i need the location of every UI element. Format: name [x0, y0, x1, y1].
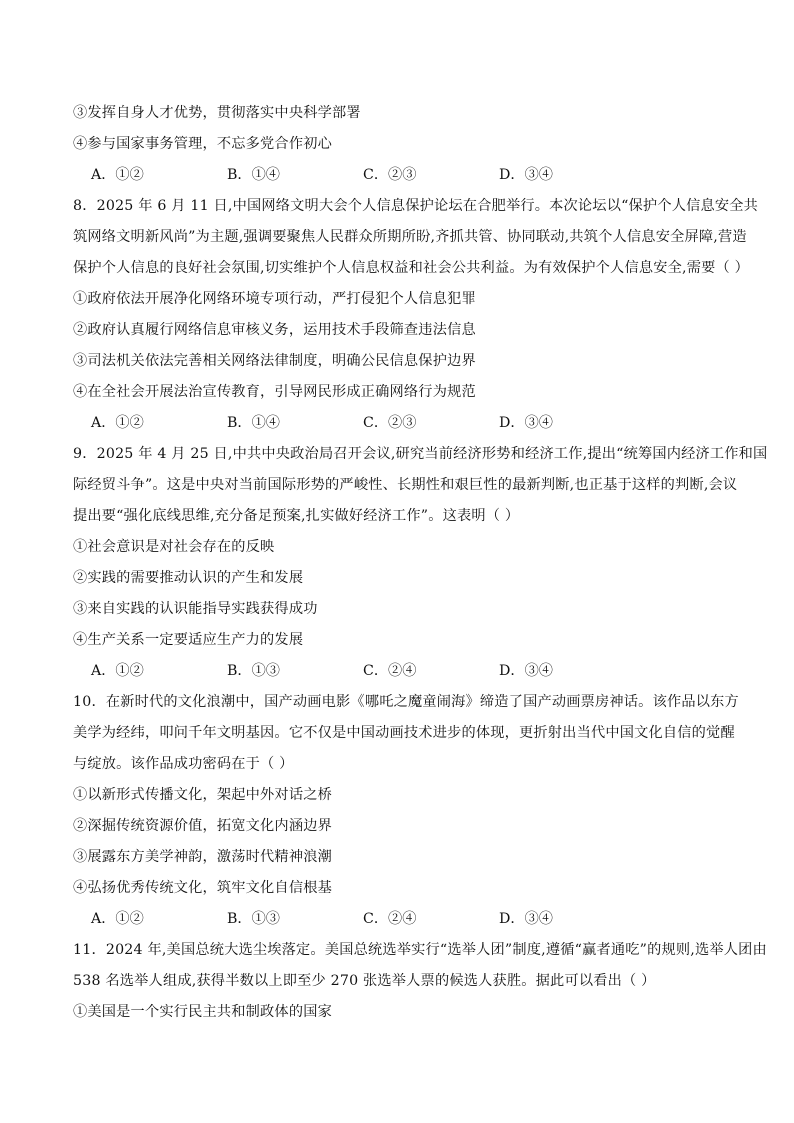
q8-stem-line-1: 8．2025 年 6 月 11 日,中国网络文明大会个人信息保护论坛在合肥举行。本次论坛以“保护个人信息安全共 [73, 198, 759, 214]
q10-item-1: ①以新形式传播文化，架起中外对话之桥 [73, 787, 332, 803]
q9-stem-line-3: 提出要“强化底线思维,充分备足预案,扎实做好经济工作”。这表明（ ） [73, 508, 520, 524]
q8-option-a: A．①② [91, 415, 144, 431]
q8-item-3: ③司法机关依法完善相关网络法律制度，明确公民信息保护边界 [73, 353, 476, 369]
q8-item-4: ④在全社会开展法治宣传教育，引导网民形成正确网络行为规范 [73, 384, 476, 400]
q10-options [73, 904, 725, 935]
q8-stem-line-2: 筑网络文明新风尚”为主题,强调要聚焦人民群众所期所盼,齐抓共管、协同联动,共筑个人信息安全屏障,营造 [73, 229, 747, 245]
q9-option-b: B．①③ [227, 663, 280, 679]
q9-item-4: ④生产关系一定要适应生产力的发展 [73, 632, 304, 648]
q7-option-d: D．③④ [499, 167, 553, 183]
q10-item-2: ②深掘传统资源价值，拓宽文化内涵边界 [73, 818, 332, 834]
q11-item-1: ①美国是一个实行民主共和制政体的国家 [73, 1004, 332, 1020]
q10-stem-line-3: 与绽放。该作品成功密码在于（ ） [73, 756, 294, 772]
q9-option-a: A．①② [91, 663, 144, 679]
q7-option-c: C．②③ [363, 167, 417, 183]
question-11 [73, 935, 767, 1028]
q9-item-3: ③来自实践的认识能指导实践获得成功 [73, 601, 318, 617]
q10-stem-line-1: 10．在新时代的文化浪潮中，国产动画电影《哪吒之魔童闹海》缔造了国产动画票房神话。该作品以东方 [73, 694, 739, 710]
q11-stem-line-2: 538 名选举人组成,获得半数以上即至少 270 张选举人票的候选人获胜。据此可以看出（ ） [73, 973, 656, 989]
q8-option-c: C．②③ [363, 415, 417, 431]
q9-option-d: D．③④ [499, 663, 553, 679]
q8-item-2: ②政府认真履行网络信息审核义务，运用技术手段筛查违法信息 [73, 322, 476, 338]
q7-option-a: A．①② [91, 167, 144, 183]
q7-item-3: ③发挥自身人才优势，贯彻落实中央科学部署 [73, 105, 361, 121]
q10-option-d: D．③④ [499, 911, 553, 927]
q10-option-b: B．①③ [227, 911, 280, 927]
q7-item-4: ④参与国家事务管理，不忘多党合作初心 [73, 136, 332, 152]
q10-item-4: ④弘扬优秀传统文化，筑牢文化自信根基 [73, 880, 332, 896]
question-9 [73, 439, 768, 687]
q7-option-b: B．①④ [227, 167, 280, 183]
q9-stem-line-2: 际经贸斗争”。这是中央对当前国际形势的严峻性、长期性和艰巨性的最新判断,也正基于这样的判断,会议 [73, 477, 738, 493]
q10-item-3: ③展露东方美学神韵，激荡时代精神浪潮 [73, 849, 332, 865]
q10-option-a: A．①② [91, 911, 144, 927]
q8-item-1: ①政府依法开展净化网络环境专项行动，严打侵犯个人信息犯罪 [73, 291, 476, 307]
q9-item-2: ②实践的需要推动认识的产生和发展 [73, 570, 304, 586]
exam-page [73, 98, 768, 1028]
q7-options [73, 160, 725, 191]
question-7 [73, 98, 725, 191]
q9-stem-line-1: 9．2025 年 4 月 25 日,中共中央政治局召开会议,研究当前经济形势和经济工作,提出“统筹国内经济工作和国 [73, 446, 768, 462]
q11-stem-line-1: 11．2024 年,美国总统大选尘埃落定。美国总统选举实行“选举人团”制度,遵循“赢者通吃”的规则,选举人团由 [73, 942, 767, 958]
q8-option-d: D．③④ [499, 415, 553, 431]
question-8 [73, 191, 759, 439]
question-10 [73, 687, 739, 935]
q9-item-1: ①社会意识是对社会存在的反映 [73, 539, 275, 555]
q10-stem-line-2: 美学为经纬，叩问千年文明基因。它不仅是中国动画技术进步的体现，更折射出当代中国文化自信的觉醒 [73, 725, 735, 741]
q10-option-c: C．②④ [363, 911, 417, 927]
q8-options [73, 408, 725, 439]
q9-options [73, 656, 725, 687]
q9-option-c: C．②④ [363, 663, 417, 679]
q8-stem-line-3: 保护个人信息的良好社会氛围,切实维护个人信息权益和社会公共利益。为有效保护个人信息安全,需要（ ） [73, 260, 749, 276]
q8-option-b: B．①④ [227, 415, 280, 431]
